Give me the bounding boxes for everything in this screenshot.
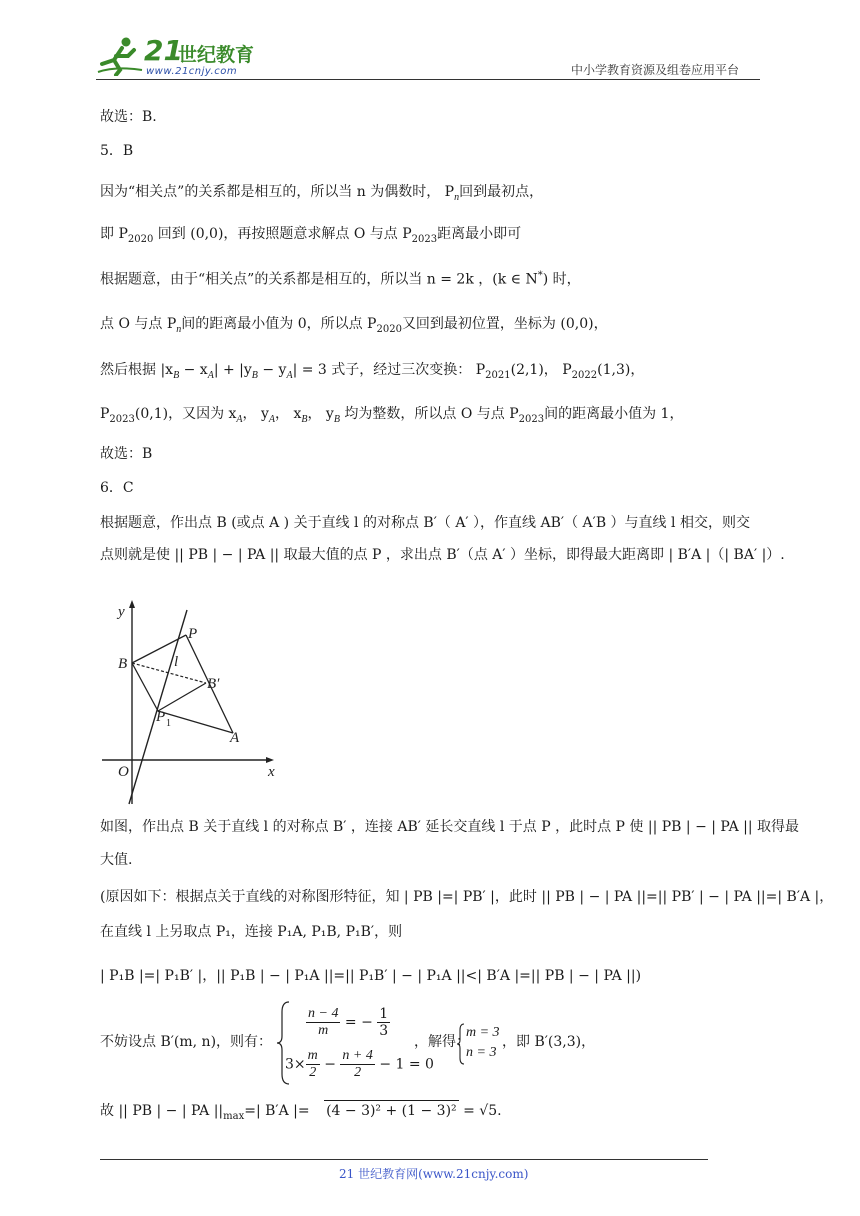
- sub-2021: 2021: [485, 369, 511, 381]
- eq1-rhs-fraction: $\frac{1}{3}$: [379, 1006, 389, 1039]
- x-axis-arrow-icon: [266, 757, 274, 763]
- sub-2020-2: 2020: [376, 323, 402, 335]
- text-line-3: [100, 182, 543, 208]
- final-b: =| B′A |=: [244, 1103, 310, 1119]
- eq2-post: − 1 = 0: [379, 1056, 434, 1073]
- line-8-a: P: [100, 406, 110, 422]
- text-line-12: 点则就是使 || PB | − | PA || 取最大值的点 P ，求出点 B′（点 A′ ）坐标，即得最大距离即 | B′A |（| BA′ |）.: [100, 547, 785, 563]
- sub-2023-2: 2023: [109, 413, 135, 425]
- sub-2022: 2022: [571, 369, 598, 381]
- sub-2023-3: 2023: [518, 413, 545, 425]
- text-line-11: 根据题意，作出点 B (或点 A ) 关于直线 l 的对称点 B′（ A′ ），作直线 AB′（ A′B ）与直线 l 相交，则交: [100, 515, 750, 531]
- line-6-a: 点 O 与点 P: [100, 316, 177, 332]
- final-d: = √5.: [463, 1103, 502, 1119]
- line-6-c: 又回到最初位置，坐标为 (0,0)，: [401, 316, 608, 332]
- sub-2023: 2023: [411, 233, 438, 245]
- line-7-d: (1,3)，: [597, 362, 645, 378]
- sub-n-2: n: [176, 323, 182, 335]
- final-a: 故 || PB | − | PA ||: [100, 1103, 224, 1119]
- left-brace-2-icon: [456, 1022, 466, 1066]
- line-8-d: 间的距离最小值为 1，: [544, 406, 684, 422]
- logo-number: 21: [144, 34, 183, 67]
- label-y: y: [118, 604, 125, 620]
- line-18-a: 不妨设点 B′(m, n)，则有：: [100, 1034, 273, 1050]
- segment-P1Bp: [158, 683, 206, 711]
- text-line-15: (原因如下：根据点关于直线的对称图形特征，知 | PB |=| PB′ |，此时 || PB | − | PA ||=|| PB′ | − | PA ||=| B′A |，: [100, 889, 834, 905]
- geometry-figure: [96, 598, 286, 810]
- line-4-b: 回到 (0,0)，再按照题意求解点 O 与点 P: [157, 226, 412, 242]
- text-line-6: [100, 314, 608, 340]
- line-7-b: 式子，经过三次变换： P: [331, 362, 486, 378]
- footer-text: 21 世纪教育网(www.21cnjy.com): [339, 1167, 529, 1181]
- question-6-answer: 6．C: [100, 480, 134, 496]
- line-5-a: 根据题意，由于“相关点”的关系都是相互的，所以当 n = 2k ，(k ∈ N: [100, 271, 538, 288]
- header-rule: [96, 79, 760, 80]
- label-A: A: [230, 730, 240, 746]
- line-8-b: (0,1)，又因为 x: [134, 406, 237, 422]
- label-x: x: [268, 764, 275, 780]
- equation-2: 3× $\frac{m}{2}$ − $\frac{n + 4}{2}$ − 1 = 0: [285, 1048, 434, 1080]
- text-line-16: 在直线 l 上另取点 P₁，连接 P₁A, P₁B, P₁B′，则: [100, 924, 403, 940]
- equation-1: [306, 1006, 390, 1039]
- label-P1-sub: 1: [166, 718, 171, 729]
- label-l: l: [174, 654, 179, 670]
- line-5-b: ) 时，: [542, 271, 581, 288]
- answer-line: 故选：B.: [100, 109, 157, 125]
- text-line-7: 然后根据 $|x_B - x_A| + |y_B - y_A| = 3$ 式子，经过三次变换： $P_{2021}(2,1)$， $P_{2022}(1,3)$，: [100, 362, 645, 381]
- label-P1: P: [156, 709, 166, 725]
- label-B: B: [118, 656, 128, 672]
- line-3-tail: 回到最初点，: [459, 184, 544, 200]
- runner-logo-icon: [96, 36, 146, 76]
- solution-m: m = 3: [466, 1025, 500, 1040]
- question-5-answer: 5．B: [100, 143, 134, 159]
- sub-n: n: [454, 191, 460, 203]
- answer-line-2: 故选：B: [100, 446, 153, 462]
- segment-BP1: [132, 663, 158, 711]
- segment-BBp-dashed: [132, 663, 206, 683]
- eq1-mid: = −: [344, 1014, 373, 1031]
- sub-max: max: [223, 1110, 245, 1122]
- label-O: O: [118, 764, 129, 780]
- sqrt-content: (4 − 3)² + (1 − 3)²: [324, 1100, 459, 1121]
- text-line-5: [100, 266, 581, 290]
- label-P: P: [188, 626, 198, 642]
- equation-line: [100, 1032, 272, 1052]
- eq2-pre: 3×: [285, 1056, 306, 1073]
- line-7-a: 然后根据 |x: [100, 362, 174, 378]
- sup-star: *: [537, 270, 543, 281]
- eq1-fraction: $\frac{n - 4}{m}$: [308, 1006, 339, 1038]
- equation-solve-label: ，解得：: [414, 1034, 470, 1050]
- line-7-c: (2,1)， P: [510, 362, 572, 378]
- header-platform-text: 中小学教育资源及组卷应用平台: [571, 63, 740, 77]
- line-4-a: 即 P: [100, 226, 128, 242]
- footer-rule: [100, 1159, 708, 1160]
- y-axis-arrow-icon: [129, 600, 135, 608]
- equation-result: ，即 B′(3,3)，: [502, 1034, 596, 1050]
- text-line-14: 大值.: [100, 852, 133, 868]
- eq2-f1: $\frac{m}{2}$: [307, 1048, 318, 1080]
- final-line: [100, 1100, 502, 1127]
- eq2-f2: $\frac{n + 4}{2}$: [342, 1048, 373, 1080]
- line-6-b: 间的距离最小值为 0，所以点 P: [181, 316, 377, 332]
- text-line-4: [100, 224, 521, 250]
- line-4-c: 距离最小即可: [437, 226, 522, 242]
- solution-n: n = 3: [466, 1045, 497, 1060]
- logo-text: 世纪教育: [178, 44, 255, 66]
- line-3-text: 因为“相关点”的关系都是相互的，所以当 n 为偶数时， P: [100, 184, 455, 200]
- text-line-8: $P_{2023}(0,1)$，又因为 $x_A$， $y_A$， $x_B$， $y_B$ 均为整数，所以点 O 与点 $P_{2023}$间的距离最小值为 1，: [100, 406, 684, 425]
- sub-2020: 2020: [127, 233, 154, 245]
- text-line-17: | P₁B |=| P₁B′ |，|| P₁B | − | P₁A ||=|| P₁B′ | − | P₁A ||<| B′A |=|| PB | − | PA ||): [100, 968, 642, 984]
- logo-url: www.21cnjy.com: [146, 66, 238, 77]
- text-line-13: 如图，作出点 B 关于直线 l 的对称点 B′ ，连接 AB′ 延长交直线 l 于点 P ，此时点 P 使 || PB | − | PA || 取得最: [100, 819, 800, 835]
- line-8-c: 均为整数，所以点 O 与点 P: [344, 406, 519, 422]
- label-Bprime: B′: [207, 676, 220, 692]
